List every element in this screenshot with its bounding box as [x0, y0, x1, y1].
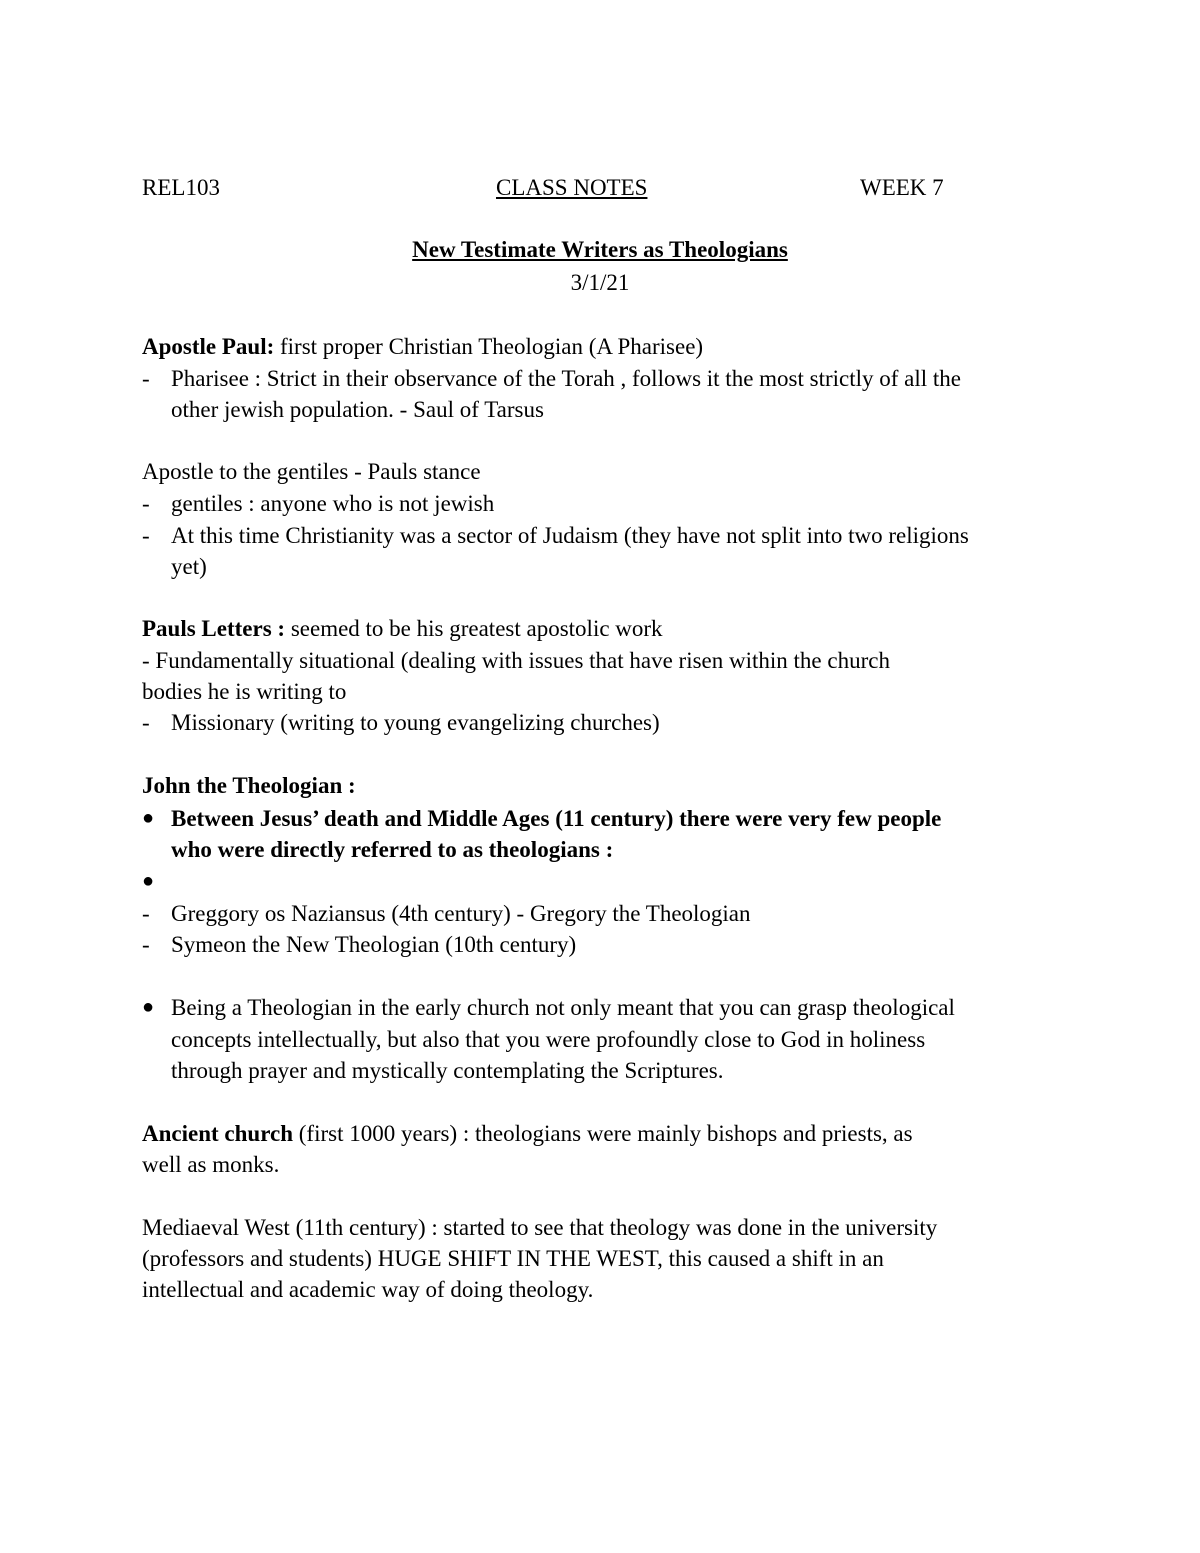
bullet-dot-marker: ●: [142, 807, 155, 829]
letters-bullet: Missionary (writing to young evangelizing churches): [171, 710, 660, 735]
john-heading: John the Theologian :: [142, 773, 356, 798]
ancient-heading: Ancient church: [142, 1121, 293, 1146]
john-bullet-line: concepts intellectually, but also that you were profoundly close to God in holiness: [171, 1027, 926, 1052]
john-dash-item: Symeon the New Theologian (10th century): [171, 932, 577, 957]
week-label: WEEK 7: [860, 175, 944, 200]
john-bullet-line: through prayer and mystically contemplating the Scriptures.: [171, 1058, 724, 1083]
paul-heading: Apostle Paul:: [142, 334, 275, 359]
course-code: REL103: [142, 175, 220, 200]
john-bullet-line: Between Jesus’ death and Middle Ages (11 century) there were very few people: [171, 806, 942, 831]
mediaeval-line: Mediaeval West (11th century) : started to see that theology was done in the university: [142, 1215, 938, 1240]
gentiles-bullet-line: yet): [171, 554, 207, 579]
bullet-dot-marker: ●: [142, 870, 155, 892]
paul-section-heading: [142, 331, 703, 362]
paul-text: first proper Christian Theologian (A Pharisee): [274, 334, 704, 359]
dash-marker: -: [142, 366, 150, 391]
doc-type: CLASS NOTES: [496, 175, 648, 200]
dash-marker: -: [142, 932, 150, 957]
dash-marker: -: [142, 901, 150, 926]
letters-section-heading: [142, 613, 663, 644]
ancient-section-line: [142, 1118, 913, 1149]
dash-marker: -: [142, 491, 150, 516]
paul-bullet-line: Pharisee : Strict in their observance of the Torah , follows it the most strictly of all the: [171, 366, 962, 391]
gentiles-heading: Apostle to the gentiles - Pauls stance: [142, 459, 481, 484]
ancient-text-line: well as monks.: [142, 1152, 280, 1177]
dash-marker: -: [142, 710, 150, 735]
page-title: New Testimate Writers as Theologians: [412, 237, 788, 262]
john-bullet-line: Being a Theologian in the early church not only meant that you can grasp theological: [171, 995, 955, 1020]
paul-bullet-line: other jewish population. - Saul of Tarsus: [171, 397, 544, 422]
gentiles-bullet-line: At this time Christianity was a sector of Judaism (they have not split into two religions: [171, 523, 969, 548]
letters-line: - Fundamentally situational (dealing with issues that have risen within the church: [142, 648, 890, 673]
letters-line: bodies he is writing to: [142, 679, 347, 704]
john-dash-item: Greggory os Naziansus (4th century) - Gregory the Theologian: [171, 901, 751, 926]
bullet-dot-marker: ●: [142, 996, 155, 1018]
mediaeval-line: intellectual and academic way of doing theology.: [142, 1277, 594, 1302]
gentiles-bullet: gentiles : anyone who is not jewish: [171, 491, 495, 516]
dash-marker: -: [142, 523, 150, 548]
ancient-text: (first 1000 years) : theologians were mainly bishops and priests, as: [293, 1121, 913, 1146]
mediaeval-line: (professors and students) HUGE SHIFT IN THE WEST, this caused a shift in an: [142, 1246, 884, 1271]
john-bullet-line: who were directly referred to as theologians :: [171, 837, 614, 862]
letters-heading: Pauls Letters :: [142, 616, 286, 641]
letters-text: seemed to be his greatest apostolic work: [285, 616, 663, 641]
page-date: 3/1/21: [570, 270, 630, 295]
